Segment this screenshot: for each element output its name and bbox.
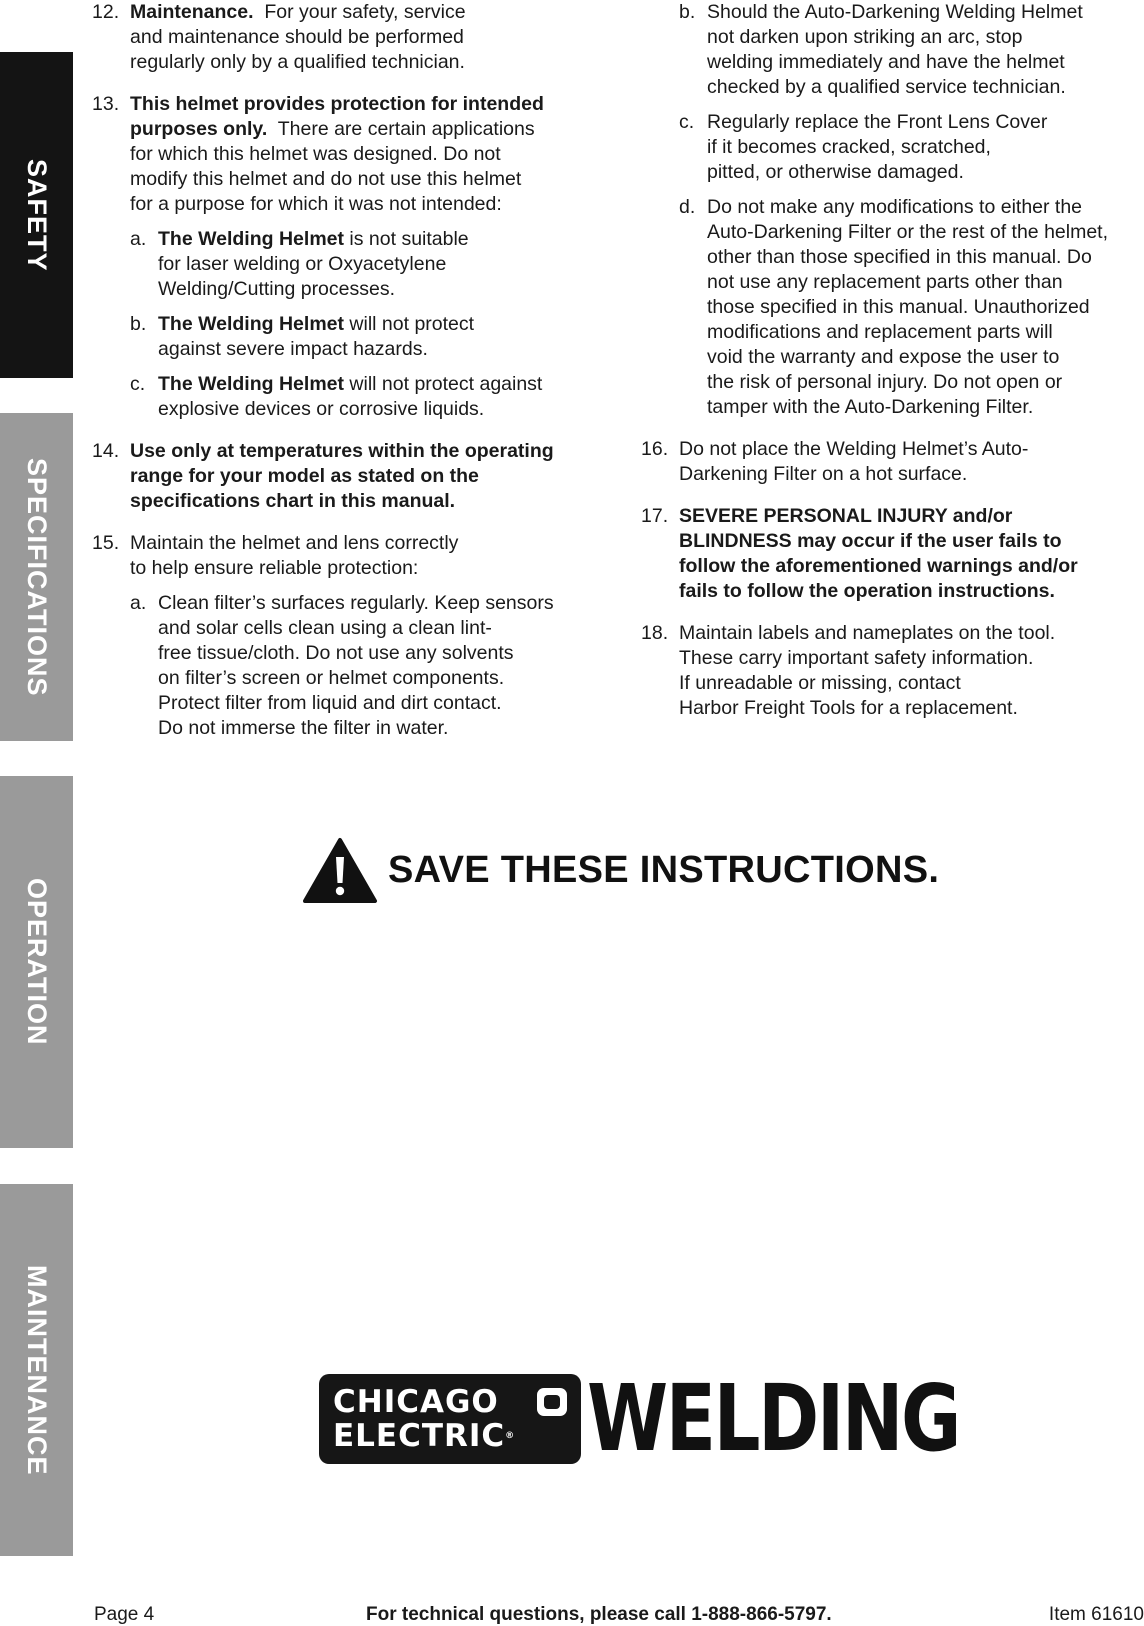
item-14: 14. Use only at temperatures within the operating range for your model as stated on the specifications chart in this manual.	[92, 440, 554, 512]
item-16: 16. Do not place the Welding Helmet’s Auto- Darkening Filter on a hot surface.	[641, 438, 1029, 485]
item-12: 12. Maintenance. For your safety, service and maintenance should be performed regularly only by a qualified technician.	[92, 1, 466, 73]
warning-triangle-icon	[302, 837, 378, 904]
tab-specifications[interactable]: SPECIFICATIONS	[0, 413, 73, 741]
item-15b: b. Should the Auto-Darkening Welding Helmet not darken upon striking an arc, stop welding immediately and have the helmet checked by a qualified service technician.	[679, 1, 1083, 98]
tab-maintenance[interactable]: MAINTENANCE	[0, 1184, 73, 1556]
emblem-icon	[537, 1388, 567, 1416]
item-13b: b. The Welding Helmet will not protect against severe impact hazards.	[130, 313, 475, 360]
tab-operation[interactable]: OPERATION	[0, 776, 73, 1148]
item-15a: a. Clean filter’s surfaces regularly. Keep sensors and solar cells clean using a clean lint- free tissue/cloth. Do not use any solvents on filter’s screen or helmet components. Protect filter from liquid and dirt contact. Do not immerse the filter in water.	[130, 592, 554, 739]
logo-badge: CHICAGO ELECTRIC®	[319, 1374, 581, 1464]
logo-welding-word: WELDING	[587, 1365, 960, 1472]
right-column	[641, 0, 1141, 738]
page-number: Page 4	[94, 1604, 155, 1625]
item-15: 15. Maintain the helmet and lens correctly to help ensure reliable protection: a. Clean filter’s surfaces regularly. Keep sensors and solar cells clean using a clean lint- free tissue/cloth. Do not use any solvents on filter’s screen or helmet components. Protect filter from liquid and dirt contact. Do not immerse the filter in water.	[92, 531, 602, 741]
item-13a: a. The Welding Helmet is not suitable for laser welding or Oxyacetylene Welding/Cutting processes.	[130, 228, 469, 300]
item-13c: c. The Welding Helmet will not protect against explosive devices or corrosive liquids.	[130, 373, 543, 420]
tech-support-line: For technical questions, please call 1-888-866-5797.	[366, 1604, 832, 1625]
page-footer	[0, 1604, 1144, 1626]
left-column	[92, 0, 602, 758]
item-number: Item 61610	[1048, 1604, 1144, 1625]
save-instructions	[302, 835, 939, 905]
item-18: 18. Maintain labels and nameplates on the tool. These carry important safety information. If unreadable or missing, contact Harbor Freight Tools for a replacement.	[641, 622, 1056, 719]
item-15d: d. Do not make any modifications to either the Auto-Darkening Filter or the rest of the helmet, other than those specified in this manual. Do not use any replacement parts other than those specified in this manual. Unauthorized modifications and replacement parts will void the warranty and expose the user to the risk of personal injury. Do not open or tamper with the Auto-Darkening Filter.	[679, 196, 1109, 418]
item-13: 13. This helmet provides protection for intended purposes only. There are certain applications for which this helmet was designed. Do not modify this helmet and do not use this helmet for a purpose for which it was not intended: a. The Welding Helmet is not suitable for laser welding or Oxyacetylene Welding/Cutting processes. b. The Welding Helmet will not protect against severe impact hazards. c. The Welding Helmet will not protect against explosive devices or corrosive liquids.	[92, 92, 602, 422]
tab-safety[interactable]: SAFETY	[0, 52, 73, 378]
chicago-electric-welding-logo	[319, 1365, 1052, 1472]
item-15c: c. Regularly replace the Front Lens Cover if it becomes cracked, scratched, pitted, or otherwise damaged.	[679, 111, 1048, 183]
save-instructions-text: SAVE THESE INSTRUCTIONS.	[388, 848, 940, 891]
item-17: 17. SEVERE PERSONAL INJURY and/or BLINDNESS may occur if the user fails to follow the aforementioned warnings and/or fails to follow the operation instructions.	[641, 505, 1078, 602]
